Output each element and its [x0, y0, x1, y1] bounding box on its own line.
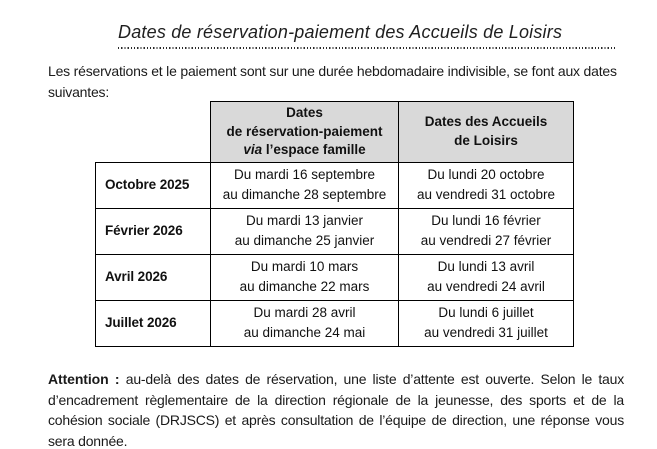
page-title: Dates de réservation-paiement des Accueils de Loisirs [118, 22, 563, 42]
table-row [96, 162, 574, 208]
attention-label: Attention : [48, 371, 120, 387]
reservation-dates-cell [211, 162, 399, 208]
table-row [96, 300, 574, 346]
date-line-1: Du mardi 13 janvier [245, 213, 364, 228]
reservation-dates-cell [211, 300, 399, 346]
accueils-dates-cell [399, 254, 574, 300]
accueils-dates-cell [399, 162, 574, 208]
date-line-1: Du lundi 16 février [431, 213, 541, 228]
table-header-row [96, 102, 574, 163]
header-line: Dates des Accueils [424, 114, 548, 130]
header-line: Dates [286, 105, 323, 120]
date-line-2: au vendredi 24 avril [427, 279, 545, 294]
accueils-dates-cell [399, 208, 574, 254]
table-row [96, 208, 574, 254]
period-cell: Octobre 2025 [96, 162, 211, 208]
header-line-rest: l’espace famille [262, 142, 366, 157]
date-line-2: au dimanche 24 mai [243, 325, 366, 340]
empty-header-cell [96, 102, 211, 163]
document-title-block [118, 20, 617, 49]
header-line: de réservation-paiement [226, 123, 383, 139]
col-header-reservation-paiement [211, 102, 399, 163]
date-line-1: Du lundi 6 juillet [438, 305, 534, 320]
reservation-dates-cell [211, 254, 399, 300]
header-line [214, 141, 395, 160]
intro-paragraph: Les réservations et le paiement sont sur une durée hebdomadaire indivisible, se font aux dates suivantes: [48, 63, 617, 100]
period-cell: Juillet 2026 [96, 300, 211, 346]
period-cell: Février 2026 [96, 208, 211, 254]
date-line-1: Du mardi 16 septembre [233, 167, 376, 182]
date-line-2: au dimanche 22 mars [239, 279, 370, 294]
date-line-1: Du lundi 13 avril [437, 259, 535, 274]
table-row [96, 254, 574, 300]
header-line: de Loisirs [454, 132, 518, 148]
col-header-accueils-loisirs [399, 102, 574, 163]
date-line-2: au vendredi 31 octobre [416, 187, 556, 202]
date-line-1: Du lundi 20 octobre [427, 167, 545, 182]
reservation-dates-table [95, 101, 574, 347]
reservation-dates-cell [211, 208, 399, 254]
date-line-2: au vendredi 27 février [420, 233, 552, 248]
period-cell: Avril 2026 [96, 254, 211, 300]
date-line-2: au dimanche 25 janvier [234, 233, 375, 248]
date-line-1: Du mardi 28 avril [253, 305, 356, 320]
date-line-2: au dimanche 28 septembre [222, 187, 387, 202]
date-line-2: au vendredi 31 juillet [424, 325, 548, 340]
accueils-dates-cell [399, 300, 574, 346]
date-line-1: Du mardi 10 mars [250, 259, 359, 274]
title-dotted-underline [118, 47, 617, 49]
attention-paragraph [48, 369, 624, 449]
attention-text: au-delà des dates de réservation, une liste d’attente est ouverte. Selon le taux d’encadrement règlementaire de la direction régionale de la jeunesse, des sports et de la cohésion sociale (DRJSCS) et après consultation de l’équipe de direction, une réponse vous sera donnée. [48, 371, 624, 449]
via-italic-word: via [243, 142, 263, 157]
